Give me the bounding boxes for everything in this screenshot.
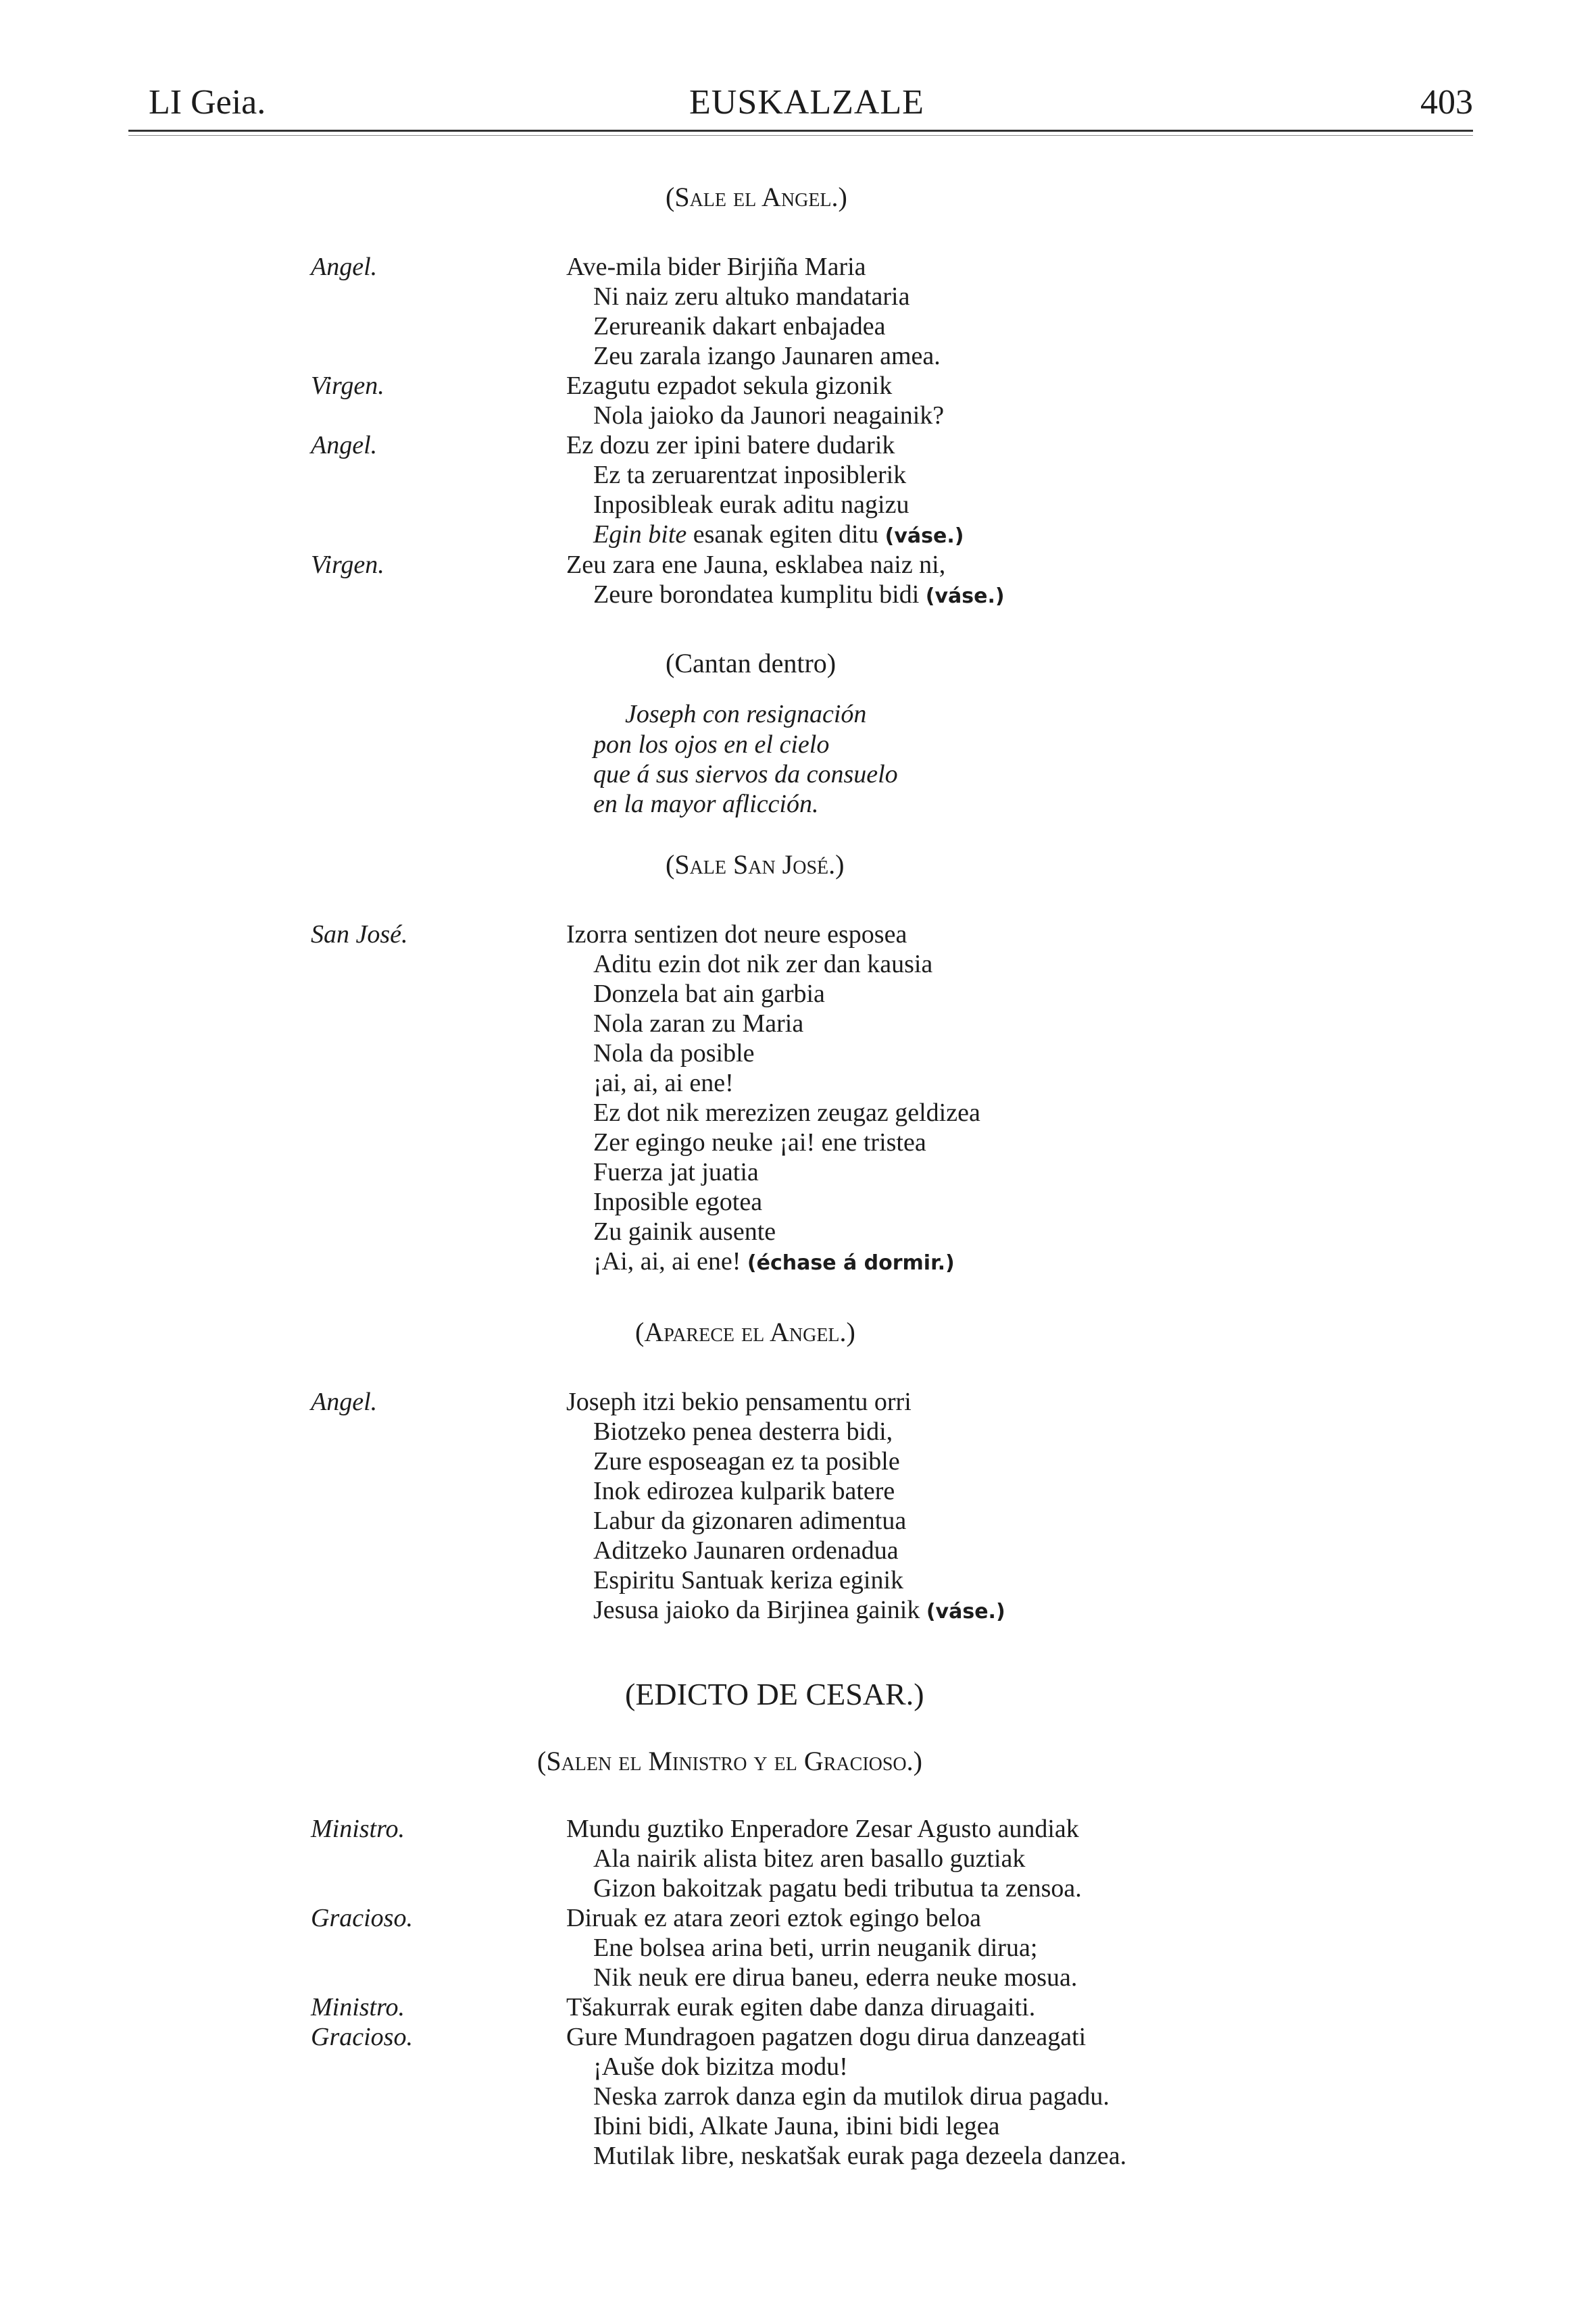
running-header — [128, 76, 1473, 130]
verse-line: Zerureanik dakart enbajadea — [593, 312, 886, 341]
verse-line: Ave-mila bider Birjiña Maria — [566, 253, 866, 281]
verse-line: Tšakurrak eurak egiten dabe danza diruagaiti. — [566, 1993, 1036, 2021]
verse-line — [593, 1595, 1005, 1625]
verse-text: ¡Ai, ai, ai ene! — [593, 1247, 741, 1276]
verse-line: Ibini bidi, Alkate Jauna, ibini bidi legea — [593, 2112, 1000, 2140]
verse-line: Zu gainik ausente — [593, 1217, 776, 1246]
speaker-label: Virgen. — [311, 551, 384, 579]
verse-line: Izorra sentizen dot neure esposea — [566, 920, 907, 949]
verse-line: Inok edirozea kulparik batere — [593, 1477, 895, 1505]
stage-note: (échase á dormir.) — [747, 1251, 955, 1275]
page-number: 403 — [1420, 83, 1473, 122]
italic-phrase: Egin bite — [593, 520, 687, 549]
verse-text: esanak egiten ditu — [693, 520, 879, 549]
verse-text: Zeure borondatea kumplitu bidi — [593, 580, 920, 609]
speaker-label: Ministro. — [311, 1993, 405, 2021]
verse-line: Ene bolsea arina beti, urrin neuganik dirua; — [593, 1934, 1038, 1962]
verse-line — [593, 520, 964, 549]
header-rule — [128, 130, 1473, 136]
verse-line: Ez ta zeruarentzat inposiblerik — [593, 461, 907, 489]
stage-note: (váse.) — [926, 1600, 1005, 1624]
speaker-label: Ministro. — [311, 1815, 405, 1843]
verse-line: ¡Auše dok bizitza modu! — [593, 2053, 848, 2081]
stage-note: (váse.) — [925, 584, 1005, 608]
lyric-line: pon los ojos en el cielo — [593, 730, 830, 759]
speaker-label: Angel. — [311, 253, 378, 281]
lyric-line: en la mayor aflicción. — [593, 790, 819, 818]
verse-line: Ez dot nik merezizen zeugaz geldizea — [593, 1099, 980, 1127]
verse-line: Espiritu Santuak keriza eginik — [593, 1566, 904, 1594]
verse-line: Aditu ezin dot nik zer dan kausia — [593, 950, 933, 978]
verse-line: Neska zarrok danza egin da mutilok dirua pagadu. — [593, 2082, 1109, 2111]
verse-text: Jesusa jaioko da Birjinea gainik — [593, 1596, 920, 1624]
verse-line: Zeu zarala izango Jaunaren amea. — [593, 342, 941, 370]
verse-line: Inposibleak eurak aditu nagizu — [593, 491, 909, 519]
verse-line: Aditzeko Jaunaren ordenadua — [593, 1536, 899, 1565]
stage-direction: (Sale San José.) — [666, 849, 845, 880]
verse-line: Nola zaran zu Maria — [593, 1009, 804, 1038]
verse-line: Zer egingo neuke ¡ai! ene tristea — [593, 1128, 926, 1157]
speaker-label: Gracioso. — [311, 1904, 413, 1932]
speaker-label: Gracioso. — [311, 2023, 413, 2051]
verse-line: Zure esposeagan ez ta posible — [593, 1447, 900, 1476]
stage-direction: (Salen el Ministro y el Gracioso.) — [537, 1746, 922, 1776]
verse-line: Zeu zara ene Jauna, esklabea naiz ni, — [566, 551, 946, 579]
speaker-label: Angel. — [311, 1388, 378, 1416]
verse-line: Mundu guztiko Enperadore Zesar Agusto aundiak — [566, 1815, 1079, 1843]
stage-note: (váse.) — [884, 524, 964, 548]
lyric-line: que á sus siervos da consuelo — [593, 760, 898, 788]
stage-direction: (Aparece el Angel.) — [635, 1317, 855, 1347]
verse-line — [593, 580, 1005, 609]
stage-direction: (Sale el Angel.) — [666, 182, 847, 212]
verse-line: Ezagutu ezpadot sekula gizonik — [566, 372, 893, 400]
section-heading: (EDICTO DE CESAR.) — [625, 1677, 924, 1711]
verse-line — [593, 1247, 955, 1276]
verse-line: Ala nairik alista bitez aren basallo guztiak — [593, 1844, 1026, 1873]
stage-direction: (Cantan dentro) — [666, 648, 837, 678]
verse-line: Gure Mundragoen pagatzen dogu dirua danzeagati — [566, 2023, 1087, 2051]
speaker-label: Angel. — [311, 431, 378, 459]
verse-line: Joseph itzi bekio pensamentu orri — [566, 1388, 912, 1416]
verse-line: Ni naiz zeru altuko mandataria — [593, 282, 910, 311]
verse-line: Labur da gizonaren adimentua — [593, 1507, 907, 1535]
speaker-label: Virgen. — [311, 372, 384, 400]
verse-line: Donzela bat ain garbia — [593, 980, 825, 1008]
verse-line: Ez dozu zer ipini batere dudarik — [566, 431, 895, 459]
verse-line: Nola da posible — [593, 1039, 755, 1067]
verse-line: Inposible egotea — [593, 1188, 763, 1216]
verse-line: Mutilak libre, neskatšak eurak paga dezeela danzea. — [593, 2142, 1127, 2170]
verse-line: Biotzeko penea desterra bidi, — [593, 1417, 893, 1446]
verse-line: ¡ai, ai, ai ene! — [593, 1069, 734, 1097]
verse-line: Nik neuk ere dirua baneu, ederra neuke mosua. — [593, 1963, 1078, 1992]
journal-title: EUSKALZALE — [689, 83, 924, 122]
speaker-label: San José. — [311, 920, 408, 949]
lyric-line: Joseph con resignación — [625, 700, 867, 728]
verse-line: Nola jaioko da Jaunori neagainik? — [593, 401, 945, 430]
verse-line: Diruak ez atara zeori eztok egingo beloa — [566, 1904, 982, 1932]
verse-line: Fuerza jat juatia — [593, 1158, 759, 1186]
chapter-label: LI Geia. — [149, 83, 266, 122]
verse-line: Gizon bakoitzak pagatu bedi tributua ta zensoa. — [593, 1874, 1082, 1903]
